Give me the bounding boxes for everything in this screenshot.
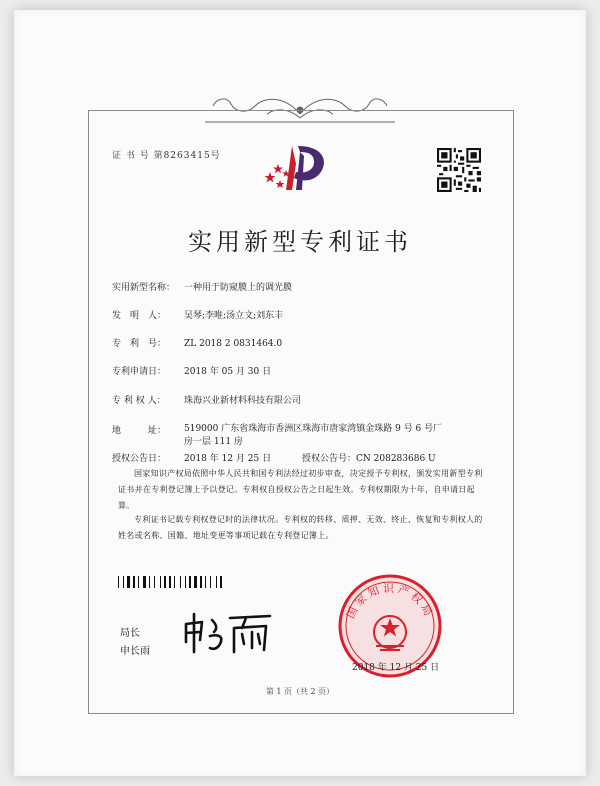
barcode-bar xyxy=(123,576,124,588)
page-number: 第 1 页（共 2 页） xyxy=(265,687,335,696)
barcode-bar xyxy=(220,576,222,588)
field-grant-date xyxy=(112,451,271,464)
director-name: 申长雨 xyxy=(120,646,150,657)
field-value: 2018 年 05 月 30 日 xyxy=(184,367,272,377)
field-utility-model-name xyxy=(112,280,292,293)
field-value: 吴琴;李唯;汤立文;刘东丰 xyxy=(184,311,284,321)
field-address xyxy=(112,423,184,436)
field-label: 地 址： xyxy=(112,426,167,436)
field-patentee xyxy=(112,393,301,406)
patent-office-logo-icon xyxy=(262,142,338,198)
field-grant-number xyxy=(302,451,436,464)
field-value: ZL 2018 2 0831464.0 xyxy=(184,339,283,349)
director-title: 局长 xyxy=(120,628,140,639)
field-label: 发 明 人： xyxy=(112,311,167,321)
barcode-bar xyxy=(133,576,135,588)
barcode-bar xyxy=(169,576,171,588)
barcode xyxy=(118,576,244,588)
barcode-bar xyxy=(194,576,197,588)
barcode-bar xyxy=(149,576,150,588)
certificate-number: 证 书 号 第8263415号 xyxy=(112,151,221,161)
page-title: 实用新型专利证书 xyxy=(188,228,412,256)
inner-border xyxy=(88,110,514,714)
field-label: 授权公告号： xyxy=(302,454,357,464)
barcode-bar xyxy=(118,576,119,588)
field-patent-number xyxy=(112,336,282,349)
barcode-bar xyxy=(143,576,146,588)
barcode-bar xyxy=(154,576,155,588)
barcode-bar xyxy=(189,576,191,588)
barcode-bar xyxy=(127,576,130,588)
barcode-bar xyxy=(200,576,202,588)
barcode-bar xyxy=(174,576,175,588)
field-value: 一种用于防窥膜上的调光膜 xyxy=(184,283,293,293)
field-label: 实用新型名称： xyxy=(112,283,176,293)
barcode-bar xyxy=(180,576,181,588)
field-address-value: 519000 广东省珠海市香洲区珠海市唐家湾镇金珠路 9 号 6 号厂房一层 111 房 xyxy=(184,424,443,447)
barcode-bar xyxy=(138,576,139,588)
barcode-bar xyxy=(216,576,217,588)
barcode-bar xyxy=(160,576,161,588)
barcode-bar xyxy=(205,576,206,588)
qr-code xyxy=(437,148,481,192)
field-value: 珠海兴业新材料科技有限公司 xyxy=(184,396,302,406)
field-label: 专 利 号： xyxy=(112,339,167,349)
seal-date: 2018 年 12 月 25 日 xyxy=(352,663,440,673)
seal-text: 国家知识产权局 xyxy=(343,582,437,621)
field-label: 专利申请日： xyxy=(112,367,167,377)
field-inventor xyxy=(112,308,283,321)
field-value: 2018 年 12 月 25 日 xyxy=(184,454,272,464)
legal-paragraph-1: 国家知识产权局依照中华人民共和国专利法经过初步审查，决定授予专利权，颁发实用新型专利证书并在专利登记簿上予以登记。专利权自授权公告之日起生效。专利权期限为十年，自申请日起算。 xyxy=(118,469,483,510)
legal-paragraph-2: 专利证书记载专利权登记时的法律状况。专利权的转移、质押、无效、终止、恢复和专利权人的姓名或名称、国籍、地址变更等事项记载在专利登记簿上。 xyxy=(118,515,483,540)
field-label: 专 利 权 人： xyxy=(112,396,166,406)
handwritten-signature xyxy=(180,606,276,658)
barcode-bar xyxy=(164,576,166,588)
field-label: 授权公告日： xyxy=(112,454,167,464)
barcode-bar xyxy=(185,576,186,588)
field-filing-date xyxy=(112,364,271,377)
barcode-bar xyxy=(210,576,211,588)
field-value: CN 208283686 U xyxy=(356,454,436,464)
